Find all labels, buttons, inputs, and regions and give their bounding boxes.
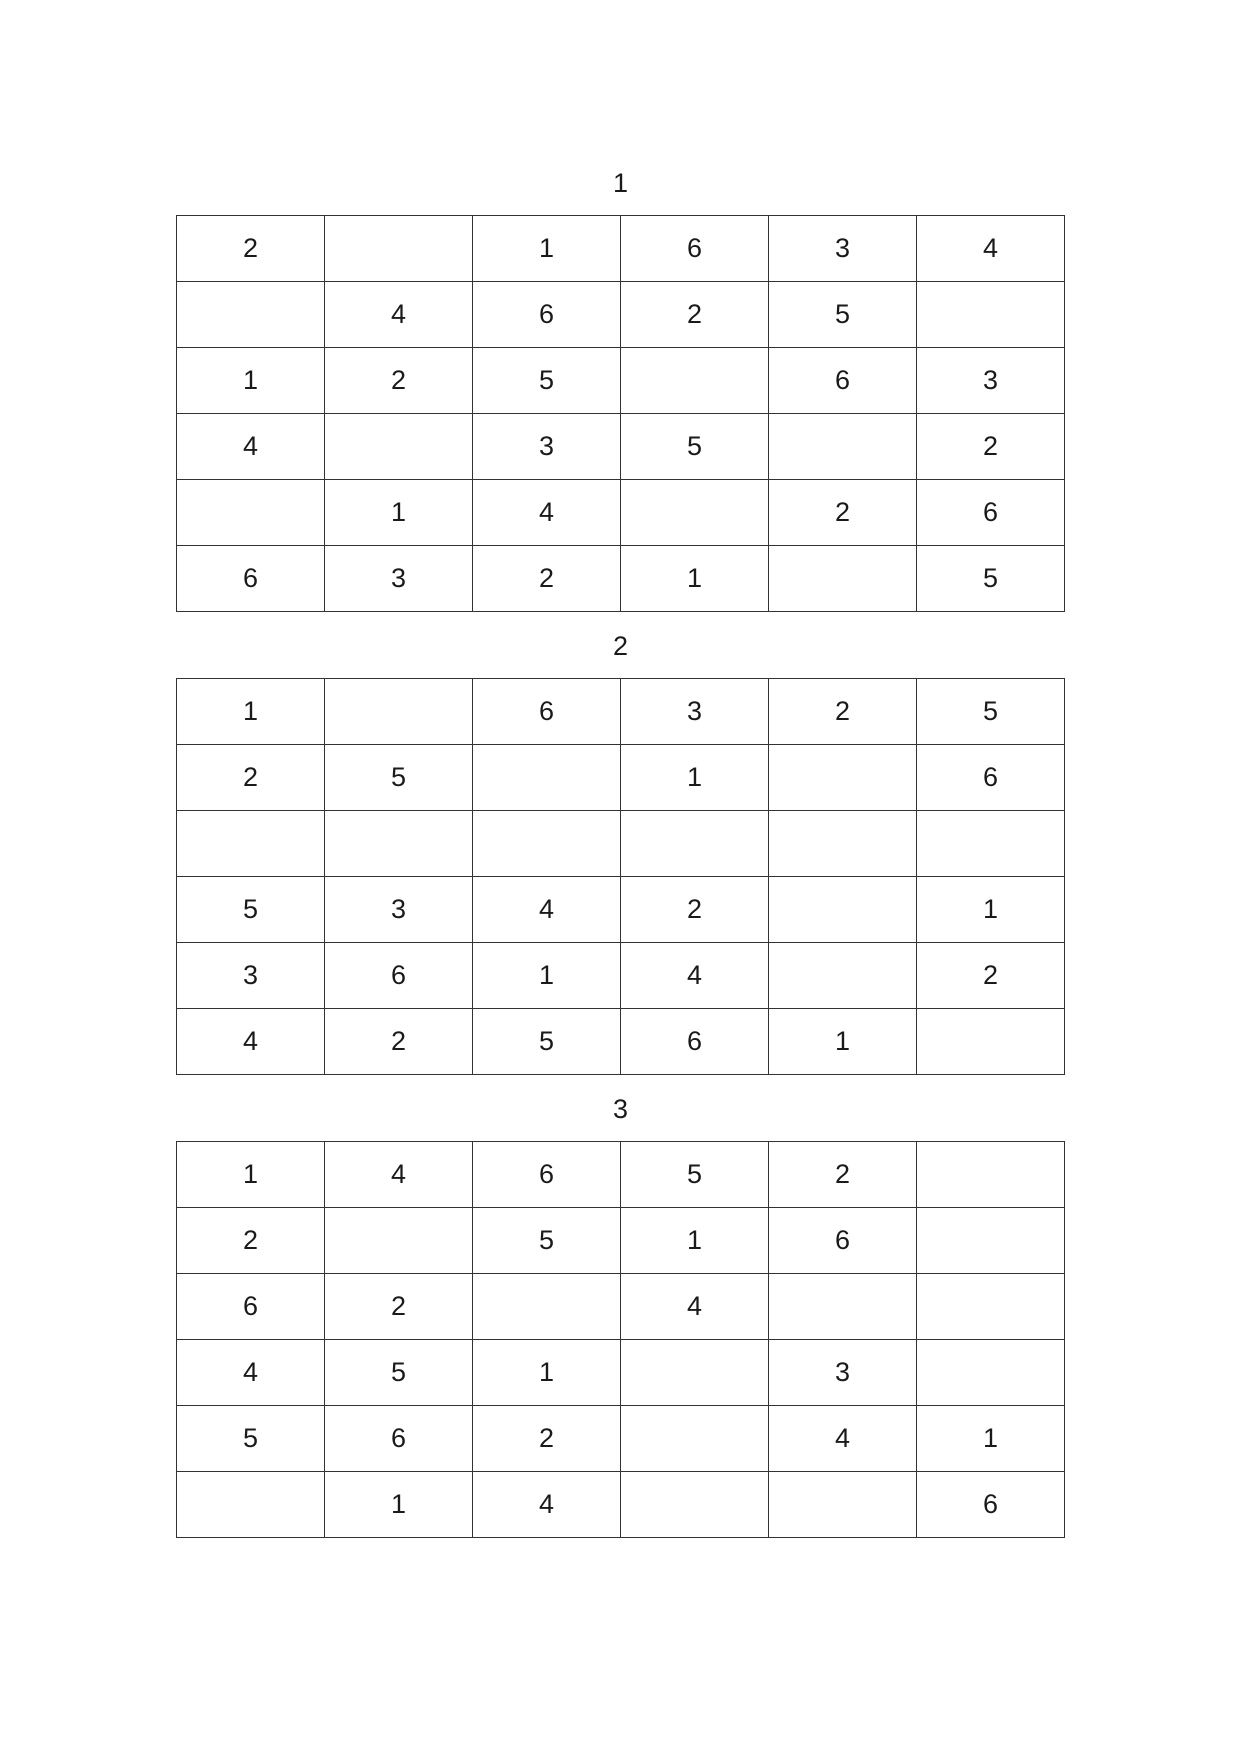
grid-row [177,216,1065,282]
grid-row [177,1142,1065,1208]
grid-cell: 1 [621,546,769,612]
grid-cell: 4 [325,1142,473,1208]
grid-cell: 1 [473,1340,621,1406]
grid-cell: 3 [325,546,473,612]
grid-cell: 3 [769,1340,917,1406]
grid-row [177,679,1065,745]
grid-cell: 6 [325,1406,473,1472]
grid-cell: 5 [917,679,1065,745]
grid-cell: 2 [769,480,917,546]
grid-cell [177,480,325,546]
grid-row [177,943,1065,1009]
grid-cell: 5 [325,745,473,811]
grid-cell: 2 [769,1142,917,1208]
grid-cell: 1 [917,877,1065,943]
grid-cell [325,414,473,480]
grid-cell: 6 [621,216,769,282]
grid-cell: 4 [177,414,325,480]
grid-cell: 4 [917,216,1065,282]
grid-cell: 2 [917,414,1065,480]
grid-row [177,1472,1065,1538]
grid-row [177,282,1065,348]
grid-cell: 4 [177,1340,325,1406]
grid-cell: 6 [917,1472,1065,1538]
grid-cell [325,216,473,282]
grid-row [177,546,1065,612]
grid-cell: 5 [473,348,621,414]
grid-cell: 1 [621,1208,769,1274]
grid-cell: 3 [621,679,769,745]
grid-cell: 6 [473,282,621,348]
grid-cell: 1 [177,1142,325,1208]
puzzle-1-title: 1 [612,168,629,198]
grid-cell [769,877,917,943]
grid-cell [325,1208,473,1274]
grid-cell: 2 [325,1274,473,1340]
grid-cell: 4 [769,1406,917,1472]
grid-cell: 1 [473,943,621,1009]
grid-cell: 5 [325,1340,473,1406]
grid-cell: 4 [473,877,621,943]
grid-cell: 5 [917,546,1065,612]
grid-cell: 5 [177,877,325,943]
grid-cell: 5 [473,1208,621,1274]
grid-cell [769,943,917,1009]
grid-cell: 2 [917,943,1065,1009]
grid-cell: 2 [177,1208,325,1274]
grid-cell: 6 [917,745,1065,811]
grid-cell: 6 [917,480,1065,546]
grid-cell: 4 [473,1472,621,1538]
grid-cell [621,1406,769,1472]
puzzle-1-grid [176,215,1065,612]
grid-cell [177,1472,325,1538]
grid-cell: 5 [621,414,769,480]
grid-cell [917,1340,1065,1406]
grid-cell [621,348,769,414]
grid-row [177,1009,1065,1075]
puzzle-2-grid [176,678,1065,1075]
grid-cell: 3 [177,943,325,1009]
grid-row [177,1340,1065,1406]
grid-cell [177,811,325,877]
grid-cell: 5 [473,1009,621,1075]
grid-cell: 1 [177,679,325,745]
puzzle-2-title: 2 [612,631,629,661]
grid-cell: 6 [769,1208,917,1274]
grid-cell: 5 [621,1142,769,1208]
grid-cell: 6 [769,348,917,414]
grid-cell [917,811,1065,877]
grid-row [177,1208,1065,1274]
grid-cell: 6 [177,546,325,612]
grid-cell: 6 [473,679,621,745]
grid-cell: 6 [325,943,473,1009]
grid-cell: 3 [473,414,621,480]
grid-row [177,877,1065,943]
grid-cell: 2 [177,216,325,282]
grid-cell: 1 [917,1406,1065,1472]
grid-cell [769,811,917,877]
grid-cell: 2 [473,546,621,612]
grid-cell: 4 [621,943,769,1009]
grid-cell: 2 [325,348,473,414]
grid-cell: 1 [177,348,325,414]
grid-cell [621,1472,769,1538]
puzzle-3-title: 3 [612,1094,629,1124]
grid-cell [917,282,1065,348]
grid-cell: 4 [325,282,473,348]
grid-cell: 2 [621,877,769,943]
grid-cell: 5 [769,282,917,348]
grid-row [177,745,1065,811]
grid-cell: 1 [769,1009,917,1075]
grid-cell [769,745,917,811]
grid-cell: 6 [177,1274,325,1340]
grid-cell [325,811,473,877]
grid-cell [769,414,917,480]
grid-cell [177,282,325,348]
grid-cell [473,1274,621,1340]
grid-cell [769,546,917,612]
grid-cell: 1 [621,745,769,811]
grid-cell: 4 [177,1009,325,1075]
grid-cell [621,480,769,546]
grid-cell: 1 [473,216,621,282]
grid-cell: 1 [325,1472,473,1538]
grid-cell [621,811,769,877]
grid-cell: 2 [177,745,325,811]
grid-cell: 5 [177,1406,325,1472]
grid-cell [473,811,621,877]
grid-cell: 1 [325,480,473,546]
grid-cell: 2 [325,1009,473,1075]
grid-cell: 2 [621,282,769,348]
grid-cell: 3 [917,348,1065,414]
grid-cell: 4 [621,1274,769,1340]
grid-cell [325,679,473,745]
grid-cell: 6 [473,1142,621,1208]
grid-row [177,480,1065,546]
grid-cell: 4 [473,480,621,546]
grid-row [177,348,1065,414]
grid-cell [769,1274,917,1340]
grid-row [177,811,1065,877]
grid-cell: 2 [473,1406,621,1472]
grid-cell: 6 [621,1009,769,1075]
puzzle-3-grid [176,1141,1065,1538]
grid-cell: 3 [769,216,917,282]
grid-cell: 3 [325,877,473,943]
grid-cell [621,1340,769,1406]
grid-cell [769,1472,917,1538]
grid-cell [917,1274,1065,1340]
grid-cell [917,1208,1065,1274]
grid-row [177,414,1065,480]
grid-cell [917,1142,1065,1208]
grid-cell: 2 [769,679,917,745]
grid-cell [473,745,621,811]
grid-row [177,1406,1065,1472]
grid-row [177,1274,1065,1340]
grid-cell [917,1009,1065,1075]
